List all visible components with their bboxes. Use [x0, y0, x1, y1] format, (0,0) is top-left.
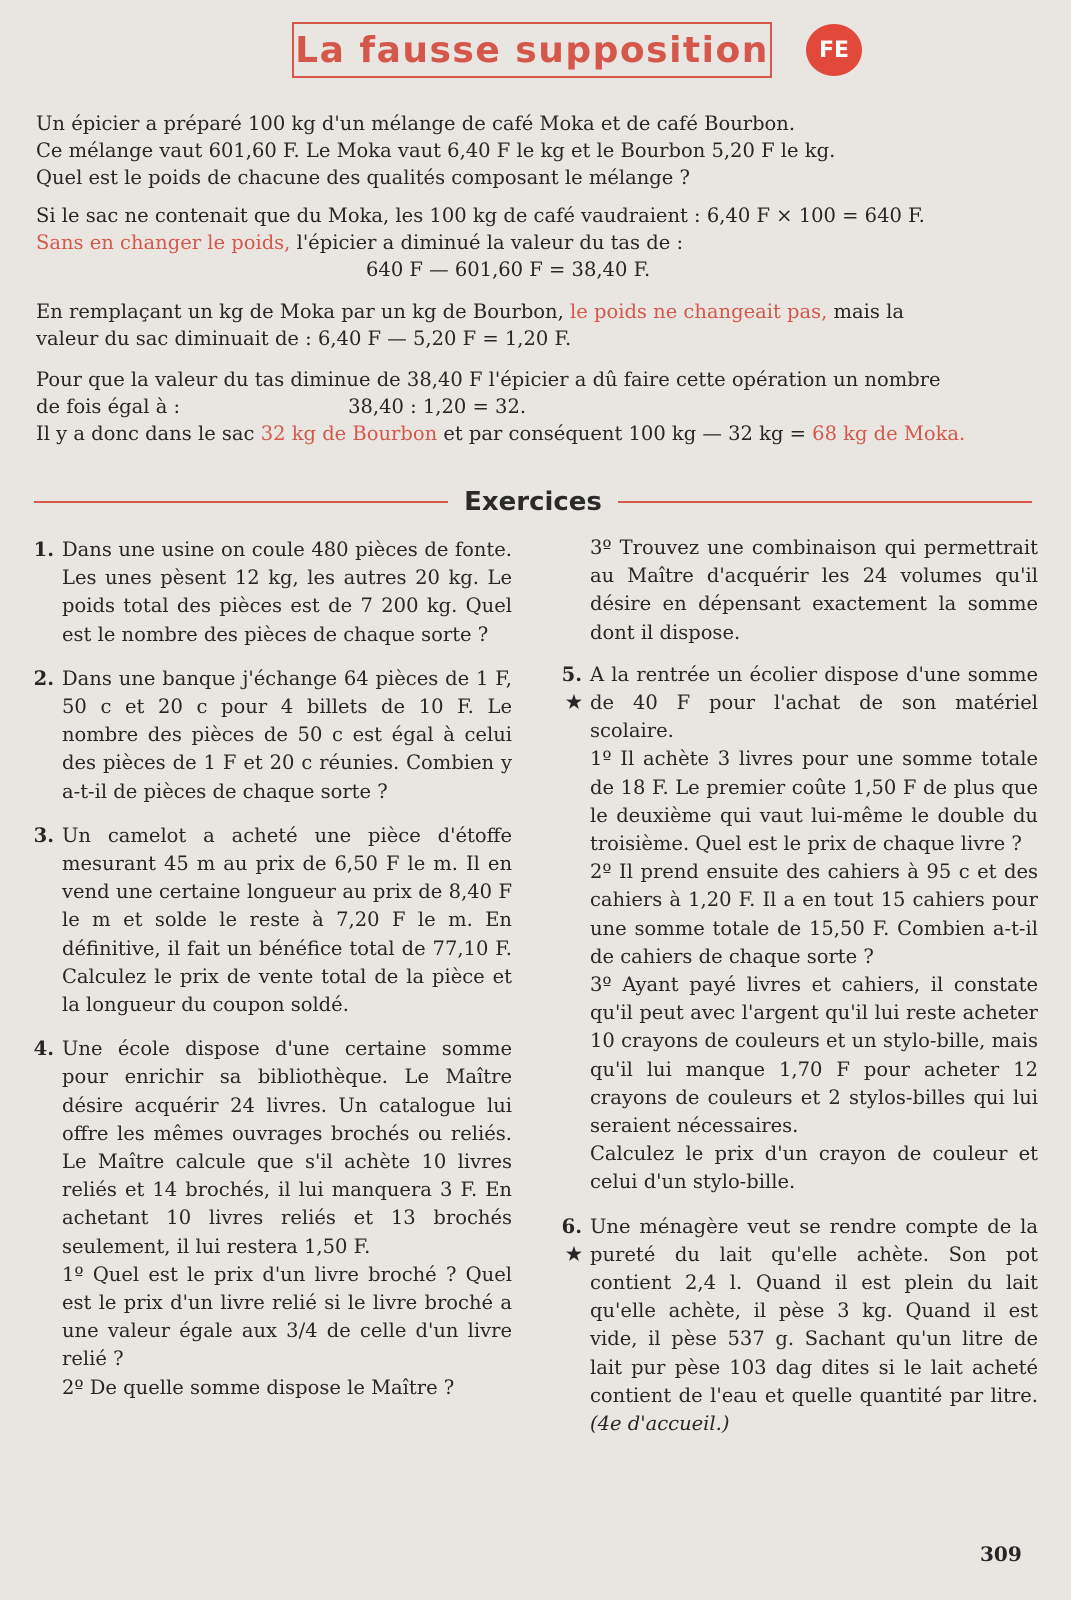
exercise-number: 4.: [33, 1037, 54, 1061]
exercise-question-3: 3º Ayant payé livres et cahiers, il constate qu'il peut avec l'argent qu'il lui reste acheter 10 crayons de couleurs et un stylo-bille, mais qu'il lui manque 1,70 F pour acheter 12 crayons de couleurs et 2 stylos-billes qui lui seraient nécessaires.: [590, 973, 1038, 1138]
exercise-3: [28, 822, 512, 1019]
step1-line1: Si le sac ne contenait que du Moka, les 100 kg de café vaudraient : 6,40 F × 100 = 640 F.: [36, 204, 925, 227]
solution-step-3: [36, 366, 1036, 447]
problem-line: Quel est le poids de chacune des qualités composant le mélange ?: [36, 166, 690, 189]
exercise-text: Dans une usine on coule 480 pièces de fonte. Les unes pèsent 12 kg, les autres 20 kg. Le poids total des pièces est de 7 200 kg. Quel est le nombre des pièces de chaque sorte ?: [62, 538, 512, 646]
problem-line: Un épicier a préparé 100 kg d'un mélange de café Moka et de café Bourbon.: [36, 112, 796, 135]
exercise-number: 6.: [561, 1214, 582, 1238]
exercise-number: 1.: [33, 538, 54, 561]
fe-badge: FE: [806, 24, 862, 76]
step3-line1: Pour que la valeur du tas diminue de 38,40 F l'épicier a dû faire cette opération un nombre: [36, 368, 941, 391]
highlight-text: 68 kg de Moka.: [812, 422, 966, 445]
step3-line2: de fois égal à : 38,40 : 1,20 = 32.: [36, 395, 527, 418]
exercise-question-1: 1º Il achète 3 livres pour une somme totale de 18 F. Le premier coûte 1,50 F de plus que le deuxième qui vaut lui-même le double du troisième. Quel est le prix de chaque livre ?: [590, 747, 1038, 856]
exercise-number: 2.: [33, 666, 54, 690]
exercise-5: [556, 661, 1038, 1197]
problem-line: Ce mélange vaut 601,60 F. Le Moka vaut 6,40 F le kg et le Bourbon 5,20 F le kg.: [36, 139, 836, 162]
exercise-text: Une école dispose d'une certaine somme pour enrichir sa bibliothèque. Le Maître désire acquérir 24 livres. Un catalogue lui offre les mêmes ouvrages brochés ou reliés. Le Maître calcule que s'il achète 10 livres reliés et 14 brochés, il lui manquera 3 F. En achetant 10 livres reliés et 13 brochés seulement, il lui restera 1,50 F.: [62, 1037, 512, 1258]
star-icon: ★: [565, 692, 582, 714]
step1-line2: Sans en changer le poids, l'épicier a diminué la valeur du tas de :: [36, 231, 684, 254]
divider: [34, 501, 448, 503]
exercises-header: [34, 484, 1032, 520]
solution-step-2: [36, 298, 1036, 352]
exercise-question-2: 2º Il prend ensuite des cahiers à 95 c et des cahiers à 1,20 F. Il a en tout 15 cahiers pour une somme totale de 15,50 F. Combien a-t-il de cahiers de chaque sorte ?: [590, 860, 1038, 968]
exercise-6: [556, 1213, 1038, 1439]
exercise-1: [28, 536, 512, 649]
star-icon: ★: [565, 1243, 582, 1265]
exercise-text: Une ménagère veut se rendre compte de la pureté du lait qu'elle achète. Son pot contient 2,4 l. Quand il est plein du lait qu'elle achète, il pèse 3 kg. Quand il est vide, il pèse 537 g. Sachant qu'un litre de lait pur pèse 103 dag dites si le lait acheté contient de l'eau et quelle quantité par litre. (4e d'accueil.): [590, 1214, 1038, 1436]
step2-line2: valeur du sac diminuait de : 6,40 F — 5,20 F = 1,20 F.: [36, 327, 572, 350]
highlight-text: le poids ne changeait pas,: [570, 300, 828, 323]
exercise-text: A la rentrée un écolier dispose d'une somme de 40 F pour l'achat de son matériel scolaire.: [590, 662, 1038, 743]
exercise-source-note: (4e d'accueil.): [590, 1412, 730, 1436]
exercise-4: [28, 1035, 512, 1402]
exercise-question-3: 3º Trouvez une combinaison qui permettrait au Maître d'acquérir les 24 volumes qu'il désire en dépensant exactement la somme dont il dispose.: [590, 536, 1038, 644]
exercise-number: 3.: [33, 823, 54, 847]
title-box: [292, 22, 772, 78]
exercise-question-2: 2º De quelle somme dispose le Maître ?: [62, 1375, 455, 1399]
exercise-4-continued: [556, 534, 1038, 647]
exercise-question-4: Calculez le prix d'un crayon de couleur et celui d'un stylo-bille.: [590, 1142, 1038, 1194]
exercise-2: [28, 665, 512, 806]
divider: [618, 501, 1032, 503]
highlight-text: 32 kg de Bourbon: [260, 422, 438, 445]
step2-line1: En remplaçant un kg de Moka par un kg de Bourbon, le poids ne changeait pas, mais la: [36, 300, 904, 323]
exercise-question-1: 1º Quel est le prix d'un livre broché ? Quel est le prix d'un livre relié si le livre broché a une valeur égale aux 3/4 de celle d'un livre relié ?: [62, 1262, 512, 1371]
exercises-title: Exercices: [464, 487, 602, 517]
exercise-text: Un camelot a acheté une pièce d'étoffe mesurant 45 m au prix de 6,50 F le m. Il en vend une certaine longueur au prix de 8,40 F le m et solde le reste à 7,20 F le m. En définitive, il fait un bénéfice total de 77,10 F. Calculez le prix de vente total de la pièce et la longueur du coupon soldé.: [62, 823, 512, 1017]
page-title: La fausse supposition: [295, 29, 769, 71]
step3-line3: Il y a donc dans le sac 32 kg de Bourbon et par conséquent 100 kg — 32 kg = 68 kg de Moka.: [36, 422, 966, 445]
right-column: [556, 534, 1038, 1454]
problem-statement: [36, 110, 1036, 191]
left-column: [28, 536, 512, 1418]
step1-line3: 640 F — 601,60 F = 38,40 F.: [366, 258, 651, 281]
highlight-text: Sans en changer le poids,: [36, 231, 291, 254]
exercise-number: 5.: [561, 662, 582, 686]
solution-step-1: [36, 202, 1036, 283]
page-number: 309: [980, 1542, 1022, 1566]
exercise-text: Dans une banque j'échange 64 pièces de 1 F, 50 c et 20 c pour 4 billets de 10 F. Le nombre des pièces de 50 c est égal à celui des pièces de 1 F et 20 c réunies. Combien y a-t-il de pièces de chaque sorte ?: [62, 666, 512, 803]
